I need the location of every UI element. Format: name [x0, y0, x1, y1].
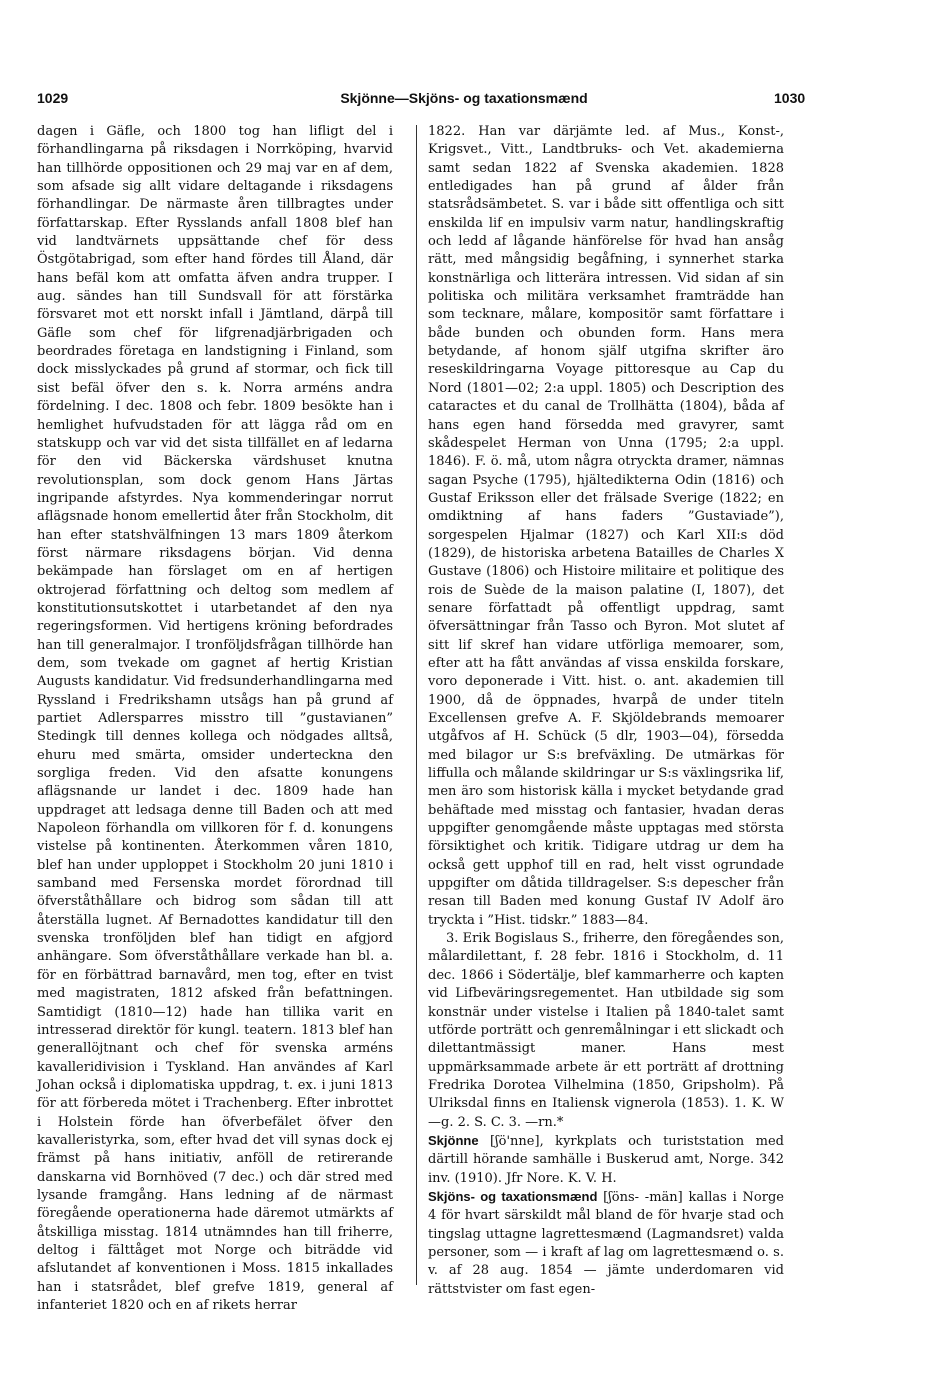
entry-skjons-headword: Skjöns- og taxationsmænd — [428, 1188, 598, 1204]
page-number-right: 1030 — [774, 90, 806, 106]
entry-skjonne-text: [ʃö'nne], kyrkplats och turiststation med därtill hörande samhälle i Buskerud amt, Norge. 342 inv. (1910). Jfr Nore. K. V. H. — [428, 1133, 784, 1186]
column-divider — [416, 125, 417, 1285]
left-column-text: dagen i Gäfle, och 1800 tog han lifligt del i förhandlingarna på riksdagen i Norrköping, hvarvid han tillhörde oppositionen och 29 maj var en af dem, som afsade sig allt vidare deltagande i riksdagens förhandlingar. De närmaste åren tillbragtes under författarskap. Efter Rysslands anfall 1808 blef han vid landtvärnets uppsättande chef för dess Östgötabrigad, som efter hand fördes till Åland, där hans befäl kom att omfatta äfven andra trupper. I aug. sändes han till Sundsvall för att förstärka försvaret mot ett norskt infall i Jämtland, därpå till Gäfle som chef för lifgrenadjärbrigaden och beordrades företaga en landstigning i Finland, som dock misslyckades på grund af stormar, och fick till sist befäl öfver den s. k. Norra arméns andra fördelning. I dec. 1808 och febr. 1809 besökte han i hemlighet hufvudstaden för att lägga råd om en statskupp och var vid det sista tillfället en af ledarna för den vid Bäckerska värdshuset knutna revolutionsplan, som dock genom Hans Järtas ingripande afstyrdes. Nya kommenderingar norrut aflägsnade honom emellertid åter från Stockholm, dit han efter statshvälfningen 13 mars 1809 återkom först närmare riksdagens början. Vid denna bekämpade han förslaget om en af hertigen oktrojerad författning och deltog som medlem af konstitutionsutskottet i utarbetandet af den nya regeringsformen. Vid hertigens kröning befordrades han till generalmajor. I tronföljdsfrågan tillhörde han dem, som tvekade om gagnet af hertig Kristian Augusts kandidatur. Vid fredsunderhandlingarna med Ryssland i Fredrikshamn utsågs han på grund af partiet Adlersparres misstro till ”gustavianen” Stedingk till dennes kollega och nödgades alltså, ehuru med smärta, omsider underteckna den sorgliga freden. Vid den afsatte konungens aflägsnande ur landet i dec. 1809 hade han uppdraget att ledsaga denne till Baden och att med Napoleon förhandla om villkoren för f. d. konungens vistelse på kontinenten. Återkommen våren 1810, blef han under upploppet i Stockholm 20 juni 1810 i samband med Fersenska mordet förordnad till öfverståthållare och bidrog som sådan till att återställa lugnet. Af Bernadottes kandidatur till den svenska tronföljden blef han tidigt en afgjord anhängare. Som öfverståthållare verkade han bl. a. för en förbättrad barnavård, men tog, efter en tvist med magistraten, 1812 afsked från befattningen. Samtidigt (1810—12) hade han tillika varit en intresserad direktör för kungl. teatern. 1813 blef han generallöjtnant och chef för svenska arméns kavalleridivision i Tyskland. Han användes af Karl Johan också i diplomatiska uppdrag, t. ex. i juni 1813 för att förbereda mötet i Trachenberg. Efter inbrottet i Holstein förde han öfverbefälet öfver den kavalleristyrka, som, efter hvad det vill synas dock ej främst på hans initiativ, anföll de retirerande danskarna vid Bornhöved (7 dec.) och där stred med lysande framgång. Hans ledning af de närmast föregående operationerna hade däremot utmärkts af åtskilliga misstag. 1814 utnämndes han till friherre, deltog i fälttåget mot Norge och biträdde vid afslutandet af konventionen i Moss. 1815 inkallades han i statsrådet, blef grefve 1819, general af infanteriet 1820 och en af rikets herrar — [37, 124, 393, 1313]
page-number-left: 1029 — [37, 90, 69, 106]
entry-erik-bogislaus: 3. Erik Bogislaus S., friherre, den föregåendes son, målardilettant, f. 28 febr. 1816 i Stockholm, d. 11 dec. 1866 i Södertälje, blef kammarherre och kapten vid Lifbeväringsregementet. Han utbildade sig som konstnär under vistelse i Italien på 1840-talet samt utförde porträtt och genremålningar i ett slickadt och dilettantmässigt maner. Hans mest uppmärksammade arbete är ett porträtt af drottning Fredrika Dorotea Vilhelmina (1850, Gripsholm). På Ulriksdal finns en Italiensk vignerola (1853). 1. K. W—g. 2. S. C. 3. —rn.* — [428, 931, 784, 1130]
entry-skjons-og-taxationsmaend — [428, 1188, 784, 1299]
entry-skjonne — [428, 1132, 784, 1188]
left-column — [37, 123, 393, 1315]
right-column — [428, 123, 784, 1299]
entry-skjonne-headword: Skjönne — [428, 1132, 479, 1148]
entry-skjons-text: [ʃöns- -män] kallas i Norge 4 för hvart särskildt mål bland de för hvarje stad och tingslag uttagne lagrettesmænd (Lagmandsret) valda personer, som — i kraft af lag om lagrettesmænd o. s. v. af 28 aug. 1854 — jämte underdomaren vid rättstvister om fast egen- — [428, 1189, 784, 1297]
running-title: Skjönne—Skjöns- og taxationsmænd — [340, 90, 588, 106]
entry-continuation: 1822. Han var därjämte led. af Mus., Konst-, Krigsvet., Vitt., Landtbruks- och Vet. akademierna samt sedan 1822 af Svenska akademien. 1828 entledigades han på grund af ålder från statsrådsämbetet. S. var i både sitt offentliga och sitt enskilda lif en impulsiv varm natur, handlingskraftig och ledd af lågande hänförelse för hvad han ansåg rätt, med mångsidig begåfning, i synnerhet starka konstnärliga och litterära intressen. Vid sidan af sin politiska och militära verksamhet framträdde han som tecknare, målare, kompositör samt författare i både bunden och obunden form. Hans mera betydande, af honom själf utgifna skrifter äro reseskildringarna Voyage pittoresque au Cap du Nord (1801—02; 2:a uppl. 1805) och Description des cataractes et du canal de Trollhätta (1804), båda af hans egen hand försedda med gravyrer, samt skådespelet Herman von Unna (1795; 2:a uppl. 1846). F. ö. må, utom några otryckta dramer, nämnas sagan Psyche (1795), hjältedikterna Odin (1816) och Gustaf Eriksson eller det frälsade Sverige (1822; en omdiktning af hans faders ”Gustaviade”), sorgespelen Hjalmar (1827) och Karl XII:s död (1829), de historiska arbetena Batailles de Charles X Gustave (1806) och Histoire militaire et politique des rois de Suède de la maison palatine (I, 1807), det senare författadt på offentligt uppdrag, samt öfversättningar från Tasso och Byron. Mot slutet af sitt lif skref han vidare utförliga memoarer, som, efter att ha fått användas af vissa enskilda forskare, voro deponerade i Vitt. hist. o. ant. akademien till 1900, då de öppnades, hvarpå de under titeln Excellensen grefve A. F. Skjöldebrands memoarer utgåfvos af H. Schück (5 dlr, 1903—04), försedda med bilagor ur S:s brefväxling. De utmärkas för liffulla och målande skildringar ur S:s växlingsrika lif, men äro som historisk källa i mycket betydande grad behäftade med misstag och fantasier, hvadan deras uppgifter genomgående måste upptagas med största försiktighet och kritik. Tidigare utdrag ur dem ha också gett upphof till en rad, helt visst ogrundade uppgifter om dåtida tilldragelser. S:s depescher från resan till Baden med konung Gustaf IV Adolf äro tryckta i ”Hist. tidskr.” 1883—84. — [428, 124, 784, 928]
